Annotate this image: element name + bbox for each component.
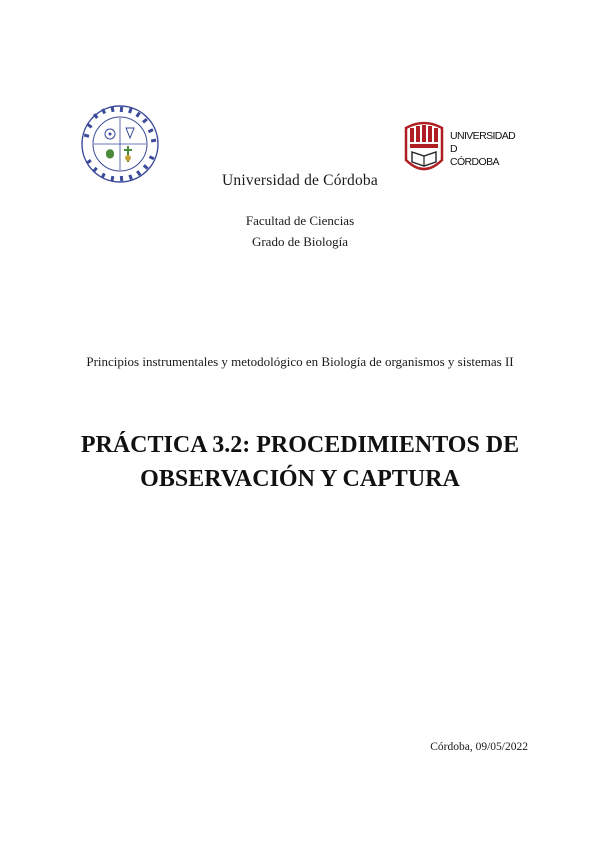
place-date: Córdoba, 09/05/2022 [430,741,528,753]
uco-shield-icon [402,120,446,180]
document-title: PRÁCTICA 3.2: PROCEDIMIENTOS DE OBSERVACIÓN Y CAPTURA [80,432,520,492]
degree-name: Grado de Biología [251,234,349,249]
subject-name: Principios instrumentales y metodológico en Biología de organismos y sistemas II [86,354,514,369]
uco-logo-line-2: D [450,143,457,155]
uco-logo-line-1: UNIVERSIDAD [450,130,516,142]
uco-logo-text [450,130,515,169]
faculty-name: Facultad de Ciencias [245,213,355,228]
uco-logo-line-3: CÓRDOBA [450,156,499,168]
university-name: Universidad de Córdoba [222,172,378,189]
